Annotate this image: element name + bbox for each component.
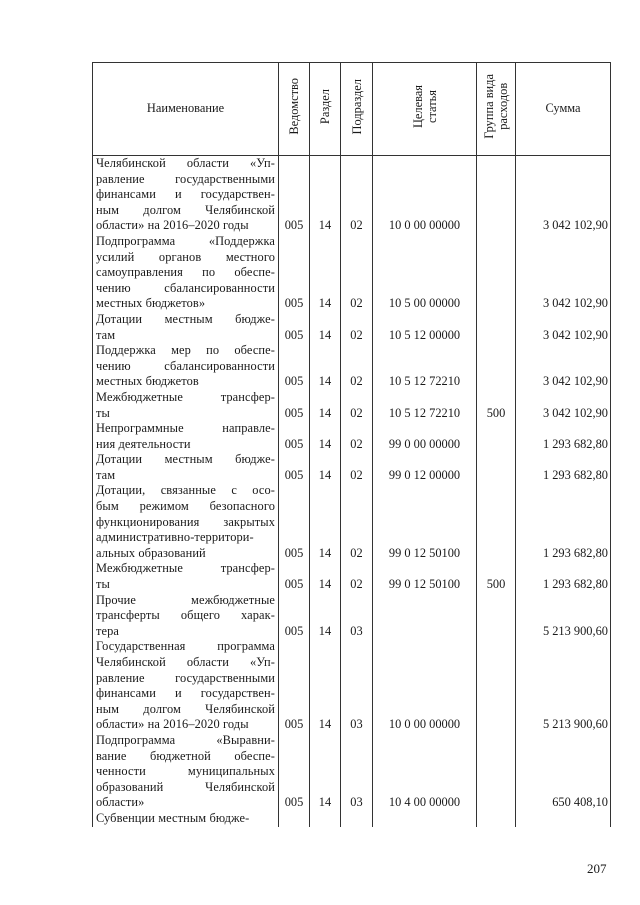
row-podrazdel: 02 [341,156,373,234]
row-razdel: 14 [310,483,341,561]
row-sum: 1 293 682,80 [516,452,611,483]
budget-table [92,62,611,827]
table-row [93,234,611,312]
row-target: 10 0 00 00000 [373,639,477,733]
row-vedomstvo: 005 [279,156,310,234]
row-name: Дотации местным бюдже- там [93,452,279,483]
row-group: 500 [477,561,516,592]
row-target: 10 5 12 72210 [373,343,477,390]
row-vedomstvo: 005 [279,733,310,811]
row-name: Государственная программа Челябинской области «Уп- равление государственными финансами и государствен- ным долгом Челябинской области» на 2016–2020 годы [93,639,279,733]
row-razdel: 14 [310,312,341,343]
table-row [93,343,611,390]
row-razdel: 14 [310,593,341,640]
header-razdel [310,63,341,156]
row-group [477,452,516,483]
row-name: Дотации местным бюдже- там [93,312,279,343]
page-number: 207 [587,861,607,876]
row-razdel: 14 [310,639,341,733]
table-row [93,452,611,483]
row-group [477,593,516,640]
row-podrazdel: 02 [341,343,373,390]
row-sum: 5 213 900,60 [516,639,611,733]
row-razdel [310,811,341,827]
row-target [373,593,477,640]
table-row [93,561,611,592]
row-target: 99 0 12 50100 [373,483,477,561]
row-vedomstvo: 005 [279,452,310,483]
row-podrazdel: 03 [341,733,373,811]
row-group [477,343,516,390]
row-sum: 3 042 102,90 [516,234,611,312]
row-name: Подпрограмма «Выравни- вание бюджетной обеспе- ченности муниципальных образований Челябинской области» [93,733,279,811]
row-vedomstvo: 005 [279,593,310,640]
row-group [477,156,516,234]
row-sum: 3 042 102,90 [516,390,611,421]
row-podrazdel: 02 [341,561,373,592]
header-razdel-label: Раздел [318,89,332,125]
row-sum [516,811,611,827]
header-name: Наименование [93,63,279,156]
header-target [373,63,477,156]
header-podrazdel [341,63,373,156]
row-group [477,639,516,733]
table-header-row [93,63,611,156]
row-razdel: 14 [310,390,341,421]
table-row [93,312,611,343]
table-row [93,421,611,452]
row-group [477,483,516,561]
row-name: Непрограммные направле- ния деятельности [93,421,279,452]
row-group [477,234,516,312]
row-name: Дотации, связанные с осо- бым режимом безопасного функционирования закрытых административно-территори- альных образований [93,483,279,561]
row-podrazdel: 02 [341,312,373,343]
row-podrazdel: 02 [341,390,373,421]
table-row [93,593,611,640]
row-podrazdel: 02 [341,483,373,561]
row-sum: 3 042 102,90 [516,343,611,390]
row-razdel: 14 [310,421,341,452]
row-podrazdel [341,811,373,827]
row-sum: 1 293 682,80 [516,483,611,561]
header-target-label: Целевая статья [410,85,439,129]
row-sum: 1 293 682,80 [516,561,611,592]
row-name: Прочие межбюджетные трансферты общего харак- тера [93,593,279,640]
header-vedomstvo-label: Ведомство [287,78,301,135]
table-row [93,483,611,561]
row-group [477,811,516,827]
row-target: 99 0 12 50100 [373,561,477,592]
row-group: 500 [477,390,516,421]
header-vedomstvo [279,63,310,156]
row-sum: 3 042 102,90 [516,156,611,234]
row-podrazdel: 03 [341,639,373,733]
row-vedomstvo: 005 [279,390,310,421]
table-row [93,811,611,827]
row-name: Подпрограмма «Поддержка усилий органов местного самоуправления по обеспе- чению сбалансированности местных бюджетов» [93,234,279,312]
table-row [93,733,611,811]
row-name: Субвенции местным бюдже- [93,811,279,827]
header-group-label: Группа вида расходов [482,74,510,140]
table-row [93,390,611,421]
row-podrazdel: 02 [341,452,373,483]
row-podrazdel: 03 [341,593,373,640]
row-razdel: 14 [310,234,341,312]
row-sum: 1 293 682,80 [516,421,611,452]
row-name: Межбюджетные трансфер- ты [93,561,279,592]
row-vedomstvo: 005 [279,343,310,390]
row-vedomstvo: 005 [279,312,310,343]
header-group [477,63,516,156]
table-row [93,156,611,234]
row-target: 10 5 12 00000 [373,312,477,343]
row-group [477,733,516,811]
row-name: Челябинской области «Уп- равление государственными финансами и государствен- ным долгом Челябинской области» на 2016–2020 годы [93,156,279,234]
row-razdel: 14 [310,561,341,592]
row-vedomstvo: 005 [279,483,310,561]
row-sum: 3 042 102,90 [516,312,611,343]
row-sum: 650 408,10 [516,733,611,811]
row-target: 10 5 12 72210 [373,390,477,421]
row-group [477,421,516,452]
row-vedomstvo: 005 [279,421,310,452]
row-target: 99 0 12 00000 [373,452,477,483]
row-podrazdel: 02 [341,421,373,452]
row-vedomstvo: 005 [279,561,310,592]
row-target: 99 0 00 00000 [373,421,477,452]
row-vedomstvo: 005 [279,234,310,312]
header-sum: Сумма [516,63,611,156]
row-vedomstvo: 005 [279,639,310,733]
row-podrazdel: 02 [341,234,373,312]
table-row [93,639,611,733]
row-razdel: 14 [310,156,341,234]
row-name: Поддержка мер по обеспе- чению сбалансированности местных бюджетов [93,343,279,390]
row-razdel: 14 [310,452,341,483]
row-target: 10 5 00 00000 [373,234,477,312]
row-target: 10 0 00 00000 [373,156,477,234]
row-sum: 5 213 900,60 [516,593,611,640]
row-target [373,811,477,827]
row-vedomstvo [279,811,310,827]
row-razdel: 14 [310,733,341,811]
row-target: 10 4 00 00000 [373,733,477,811]
header-podrazdel-label: Подраздел [349,78,364,135]
table-body [93,156,611,827]
row-razdel: 14 [310,343,341,390]
row-name: Межбюджетные трансфер- ты [93,390,279,421]
row-group [477,312,516,343]
